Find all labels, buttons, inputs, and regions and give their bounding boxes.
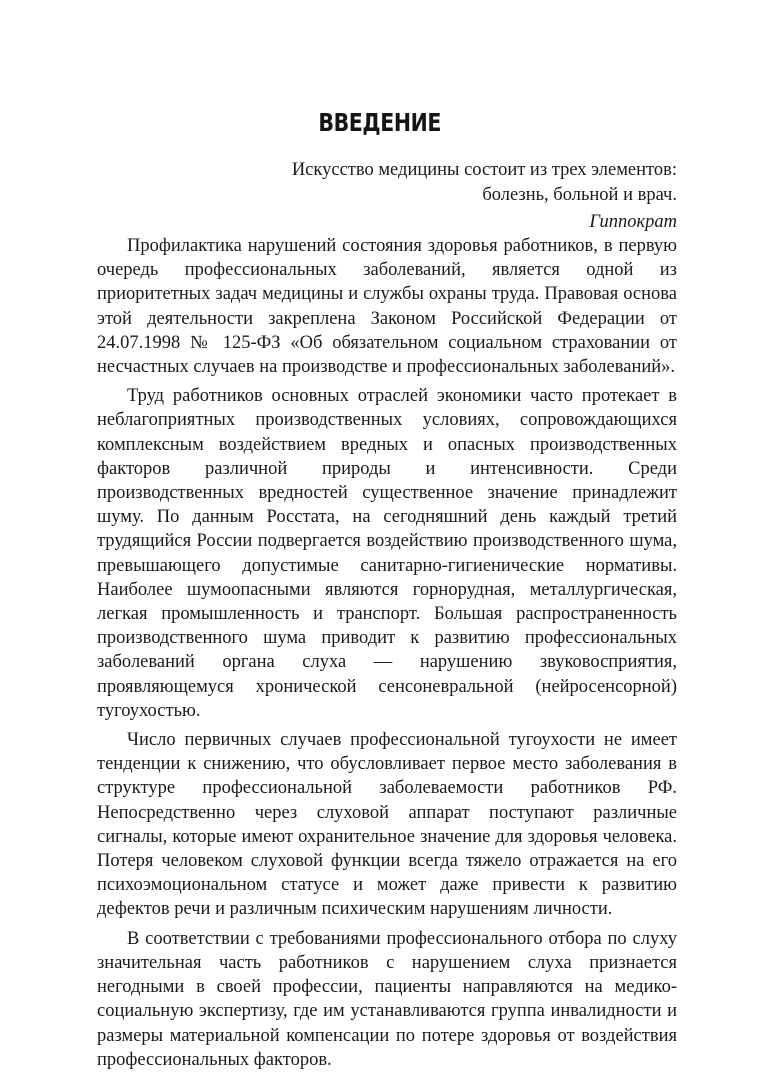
epigraph-line-2: болезнь, больной и врач. <box>482 185 677 205</box>
epigraph-line-1: Искусство медицины состоит из трех элементов: <box>291 160 677 180</box>
epigraph <box>217 158 677 235</box>
paragraph: Труд работников основных отраслей экономики часто протекает в неблагоприятных производственных условиях, сопровождающихся комплексным воздействием вредных и опасных производственных факторов различной природы и интенсивности. Среди производственных вредностей существенное значение принадлежит шуму. По данным Росстата, на сегодняшний день каждый третий трудящийся России подвергается воздействию производственного шума, превышающего допустимые санитарно-гигиенические нормативы. Наиболее шумоопасными являются горнорудная, металлургическая, легкая промышленность и транспорт. Большая распространенность производственного шума приводит к развитию профессиональных заболеваний органа слуха — нарушению звуковосприятия, проявляющемуся хронической сенсоневральной (нейросенсорной) тугоухостью. <box>97 386 677 721</box>
epigraph-author: Гиппократ <box>589 212 677 232</box>
paragraph: В соответствии с требованиями профессионального отбора по слуху значительная часть работников с нарушением слуха признается негодными в своей профессии, пациенты направляются на медико-социальную экспертизу, где им устанавливаются группа инвалидности и размеры материальной компенсации по потере здоровья от воздействия профессиональных факторов. <box>97 928 677 1070</box>
body-text <box>97 234 677 1077</box>
paragraph: Число первичных случаев профессиональной тугоухости не имеет тенденции к снижению, что обусловливает первое место заболевания в структуре профессиональной заболеваемости работников РФ. Непосредственно через слуховой аппарат поступают различные сигналы, которые имеют охранительное значение для здоровья человека. Потеря человеком слуховой функции всегда тяжело отражается на его психоэмоциональном статусе и может даже привести к развитию дефектов речи и различным психическим нарушениям личности. <box>97 730 677 920</box>
chapter-title: ВВЕДЕНИЕ <box>318 108 441 137</box>
paragraph: Профилактика нарушений состояния здоровья работников, в первую очередь профессиональных заболеваний, является одной из приоритетных задач медицины и службы охраны труда. Правовая основа этой деятельности закреплена Законом Российской Федерации от 24.07.1998 № 125-ФЗ «Об обязательном социальном страховании от несчастных случаев на производстве и профессиональных заболеваний». <box>97 236 677 378</box>
